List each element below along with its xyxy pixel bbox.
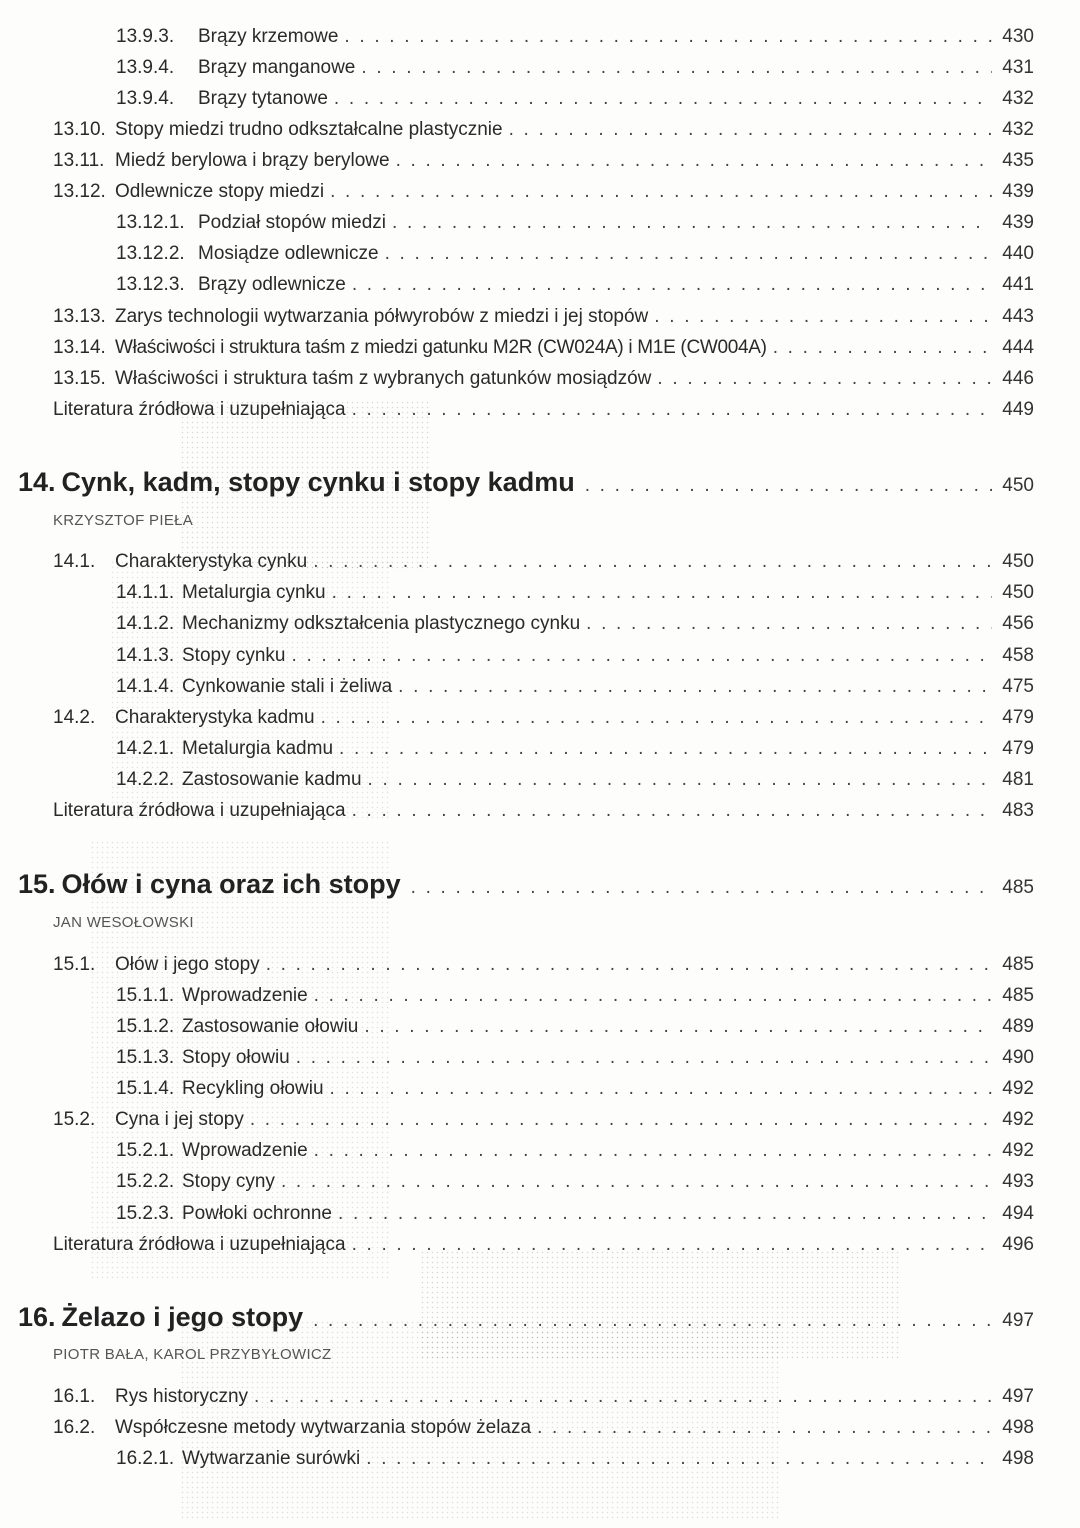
entry-title: Metalurgia kadmu: [182, 738, 334, 759]
entry-page: 439: [1002, 212, 1034, 233]
entry-page: 494: [1002, 1203, 1034, 1224]
entry-page: 492: [1002, 1078, 1034, 1099]
dot-leader: [313, 1304, 992, 1338]
dot-leader: [314, 1139, 992, 1163]
chapter-page: 450: [1002, 475, 1034, 496]
chapter-heading: [18, 1300, 1034, 1334]
toc-entry-literature: [53, 799, 1034, 823]
dot-leader: [368, 768, 992, 792]
chapter-number: 16.: [18, 1302, 56, 1332]
entry-page: 485: [1002, 954, 1034, 975]
chapter-title: Żelazo i jego stopy: [61, 1302, 304, 1332]
entry-title: Mosiądze odlewnicze: [198, 243, 379, 264]
chapter-title: Cynk, kadm, stopy cynku i stopy kadmu: [61, 467, 575, 497]
chapter-number: 14.: [18, 467, 56, 497]
toc-entry: [116, 581, 1034, 605]
entry-page: 485: [1002, 985, 1034, 1006]
entry-number: 14.1.1.: [116, 582, 175, 603]
dot-leader: [411, 871, 992, 905]
entry-title: Wytwarzanie surówki: [182, 1448, 361, 1469]
entry-page: 479: [1002, 707, 1034, 728]
entry-number: 14.1.: [53, 551, 96, 572]
dot-leader: [352, 398, 992, 422]
chapter-author: KRZYSZTOF PIEŁA: [53, 512, 194, 529]
dot-leader: [392, 211, 992, 235]
toc-entry: [116, 768, 1034, 792]
toc-entry: [116, 1202, 1034, 1226]
entry-number: 14.2.: [53, 707, 96, 728]
entry-number: 16.2.1.: [116, 1448, 175, 1469]
entry-page: 492: [1002, 1140, 1034, 1161]
entry-title: Brązy odlewnicze: [198, 274, 346, 295]
toc-entry: [116, 25, 1034, 49]
toc-entry: [116, 1046, 1034, 1070]
dot-leader: [332, 581, 992, 605]
dot-leader: [537, 1416, 992, 1440]
entry-title: Podział stopów miedzi: [198, 212, 386, 233]
dot-leader: [296, 1046, 992, 1070]
entry-page: 444: [1002, 337, 1034, 358]
toc-entry: [53, 1385, 1034, 1409]
entry-page: 496: [1002, 1234, 1034, 1255]
entry-title: Brązy manganowe: [198, 57, 356, 78]
entry-page: 490: [1002, 1047, 1034, 1068]
dot-leader: [364, 1015, 992, 1039]
chapter-author: JAN WESOŁOWSKI: [53, 914, 194, 931]
chapter-heading: [18, 465, 1034, 499]
entry-title: Mechanizmy odkształcenia plastycznego cynku: [182, 613, 581, 634]
entry-title: Literatura źródłowa i uzupełniająca: [53, 399, 346, 420]
entry-page: 497: [1002, 1386, 1034, 1407]
entry-page: 443: [1002, 306, 1034, 327]
entry-title: Wprowadzenie: [182, 1140, 308, 1161]
entry-title: Brązy krzemowe: [198, 26, 339, 47]
entry-title: Literatura źródłowa i uzupełniająca: [53, 800, 346, 821]
toc-entry: [53, 1108, 1034, 1132]
toc-entry: [116, 87, 1034, 111]
entry-number: 15.1.4.: [116, 1078, 175, 1099]
dot-leader: [314, 984, 992, 1008]
dot-leader: [334, 87, 992, 111]
entry-number: 15.1.1.: [116, 985, 175, 1006]
dot-leader: [330, 1077, 992, 1101]
entry-number: 15.2.3.: [116, 1203, 175, 1224]
entry-number: 13.9.4.: [116, 88, 175, 109]
entry-page: 439: [1002, 181, 1034, 202]
entry-page: 430: [1002, 26, 1034, 47]
toc-entry: [116, 56, 1034, 80]
entry-title: Cyna i jej stopy: [115, 1109, 244, 1130]
entry-number: 13.12.: [53, 181, 106, 202]
dot-leader: [321, 706, 992, 730]
dot-leader: [339, 737, 992, 761]
toc-entry: [116, 1015, 1034, 1039]
entry-title: Zastosowanie kadmu: [182, 769, 362, 790]
entry-number: 15.1.2.: [116, 1016, 175, 1037]
entry-number: 13.14.: [53, 337, 106, 358]
entry-number: 13.13.: [53, 306, 106, 327]
dot-leader: [398, 675, 992, 699]
toc-entry: [53, 180, 1034, 204]
entry-page: 440: [1002, 243, 1034, 264]
entry-title: Ołów i jego stopy: [115, 954, 260, 975]
entry-title: Odlewnicze stopy miedzi: [115, 181, 325, 202]
dot-leader: [292, 644, 993, 668]
entry-page: 432: [1002, 88, 1034, 109]
entry-page: 493: [1002, 1171, 1034, 1192]
chapter-heading: [18, 867, 1034, 901]
toc-entry: [116, 612, 1034, 636]
entry-number: 13.9.3.: [116, 26, 175, 47]
entry-page: 450: [1002, 551, 1034, 572]
entry-page: 446: [1002, 368, 1034, 389]
toc-entry: [116, 644, 1034, 668]
toc-entry: [116, 1077, 1034, 1101]
toc-entry: [116, 1447, 1034, 1471]
entry-number: 13.10.: [53, 119, 106, 140]
entry-title: Charakterystyka cynku: [115, 551, 308, 572]
entry-title: Miedź berylowa i brązy berylowe: [115, 150, 390, 171]
entry-number: 14.1.4.: [116, 676, 175, 697]
chapter-page: 485: [1002, 877, 1034, 898]
entry-page: 483: [1002, 800, 1034, 821]
dot-leader: [313, 550, 992, 574]
dot-leader: [344, 25, 992, 49]
entry-page: 450: [1002, 582, 1034, 603]
entry-title: Właściwości i struktura taśm z miedzi gatunku M2R (CW024A) i M1E (CW004A): [115, 337, 767, 358]
entry-title: Zastosowanie ołowiu: [182, 1016, 359, 1037]
dot-leader: [281, 1170, 992, 1194]
entry-page: 498: [1002, 1448, 1034, 1469]
entry-page: 479: [1002, 738, 1034, 759]
toc-entry: [53, 1416, 1034, 1440]
toc-entry: [53, 305, 1034, 329]
entry-title: Recykling ołowiu: [182, 1078, 324, 1099]
entry-title: Literatura źródłowa i uzupełniająca: [53, 1234, 346, 1255]
dot-leader: [385, 242, 992, 266]
toc-entry: [53, 550, 1034, 574]
entry-number: 13.15.: [53, 368, 106, 389]
chapter-author: PIOTR BAŁA, KAROL PRZYBYŁOWICZ: [53, 1346, 332, 1363]
entry-number: 13.12.2.: [116, 243, 185, 264]
entry-title: Metalurgia cynku: [182, 582, 326, 603]
entry-number: 13.12.1.: [116, 212, 185, 233]
entry-title: Właściwości i struktura taśm z wybranych gatunków mosiądzów: [115, 368, 652, 389]
toc-entry: [116, 273, 1034, 297]
dot-leader: [586, 612, 992, 636]
entry-title: Stopy cyny: [182, 1171, 275, 1192]
entry-title: Rys historyczny: [115, 1386, 249, 1407]
toc-entry: [116, 242, 1034, 266]
dot-leader: [254, 1385, 992, 1409]
entry-title: Brązy tytanowe: [198, 88, 328, 109]
entry-number: 15.2.1.: [116, 1140, 175, 1161]
entry-number: 15.2.2.: [116, 1171, 175, 1192]
toc-entry: [53, 706, 1034, 730]
dot-leader: [657, 367, 992, 391]
dot-leader: [773, 336, 992, 360]
dot-leader: [250, 1108, 992, 1132]
dot-leader: [361, 56, 992, 80]
toc-entry-literature: [53, 398, 1034, 422]
dot-leader: [352, 799, 992, 823]
entry-page: 498: [1002, 1417, 1034, 1438]
entry-page: 475: [1002, 676, 1034, 697]
dot-leader: [654, 305, 992, 329]
entry-page: 458: [1002, 645, 1034, 666]
dot-leader: [585, 469, 992, 503]
entry-number: 14.1.2.: [116, 613, 175, 634]
entry-number: 13.12.3.: [116, 274, 185, 295]
toc-entry: [53, 149, 1034, 173]
entry-page: 492: [1002, 1109, 1034, 1130]
entry-number: 16.2.: [53, 1417, 96, 1438]
entry-page: 432: [1002, 119, 1034, 140]
entry-title: Cynkowanie stali i żeliwa: [182, 676, 393, 697]
entry-number: 14.1.3.: [116, 645, 175, 666]
dot-leader: [509, 118, 992, 142]
entry-number: 13.9.4.: [116, 57, 175, 78]
chapter-page: 497: [1002, 1310, 1034, 1331]
toc-entry: [53, 118, 1034, 142]
entry-page: 431: [1002, 57, 1034, 78]
toc-entry: [116, 1170, 1034, 1194]
chapter-number: 15.: [18, 869, 56, 899]
entry-page: 441: [1002, 274, 1034, 295]
toc-entry: [116, 737, 1034, 761]
dot-leader: [338, 1202, 992, 1226]
entry-title: Stopy miedzi trudno odkształcalne plastycznie: [115, 119, 503, 140]
entry-title: Powłoki ochronne: [182, 1203, 332, 1224]
entry-number: 14.2.2.: [116, 769, 175, 790]
dot-leader: [330, 180, 992, 204]
entry-title: Stopy ołowiu: [182, 1047, 290, 1068]
toc-entry: [53, 336, 1034, 360]
entry-number: 14.2.1.: [116, 738, 175, 759]
dot-leader: [352, 273, 992, 297]
entry-number: 13.11.: [53, 150, 105, 171]
entry-title: Stopy cynku: [182, 645, 286, 666]
toc-entry: [116, 984, 1034, 1008]
entry-title: Współczesne metody wytwarzania stopów żelaza: [115, 1417, 532, 1438]
dot-leader: [366, 1447, 992, 1471]
toc-entry-literature: [53, 1233, 1034, 1257]
entry-number: 15.1.3.: [116, 1047, 175, 1068]
toc-entry: [116, 675, 1034, 699]
entry-title: Charakterystyka kadmu: [115, 707, 315, 728]
dot-leader: [396, 149, 992, 173]
toc-entry: [53, 953, 1034, 977]
entry-title: Zarys technologii wytwarzania półwyrobów z miedzi i jej stopów: [115, 306, 649, 327]
entry-page: 481: [1002, 769, 1034, 790]
entry-title: Wprowadzenie: [182, 985, 308, 1006]
toc-entry: [116, 211, 1034, 235]
chapter-title: Ołów i cyna oraz ich stopy: [61, 869, 401, 899]
entry-number: 15.1.: [53, 954, 96, 975]
entry-page: 435: [1002, 150, 1034, 171]
dot-leader: [352, 1233, 992, 1257]
dot-leader: [266, 953, 992, 977]
entry-number: 15.2.: [53, 1109, 96, 1130]
entry-number: 16.1.: [53, 1386, 96, 1407]
toc-entry: [53, 367, 1034, 391]
entry-page: 489: [1002, 1016, 1034, 1037]
entry-page: 449: [1002, 399, 1034, 420]
toc-entry: [116, 1139, 1034, 1163]
entry-page: 456: [1002, 613, 1034, 634]
